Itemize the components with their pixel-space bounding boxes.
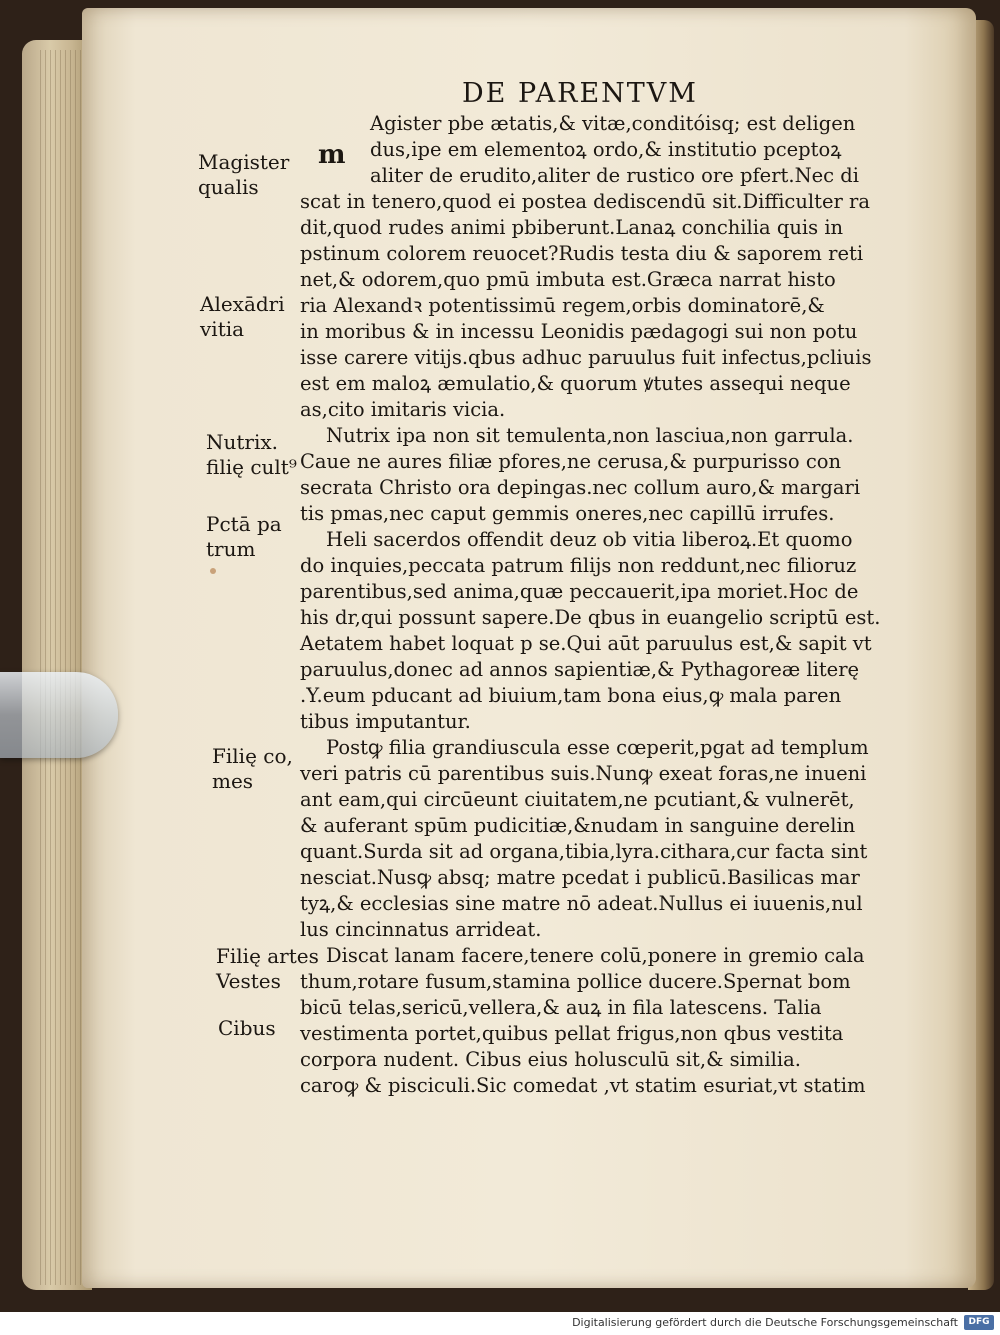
- text-line: Agister pbe ætatis,& vitæ,conditóisq; est deligen: [370, 112, 856, 135]
- text-line: vestimenta portet,quibus pellat frigus,non qbus vestita: [300, 1022, 844, 1045]
- margin-note-line: Alexādri: [200, 292, 285, 316]
- margin-note-line: Filię co,: [212, 744, 293, 768]
- text-line: ria Alexandꝛ potentissimū regem,orbis dominatorē,&: [300, 294, 825, 317]
- text-line: dus,ipe em elementoꝝ ordo,& institutio pceptoꝝ: [370, 138, 842, 161]
- funding-credit: Digitalisierung gefördert durch die Deutsche Forschungsgemeinschaft: [572, 1316, 958, 1329]
- text-line: corpora nudent. Cibus eius holusculū sit,& similia.: [300, 1048, 801, 1071]
- footer-bar: [0, 1312, 1000, 1335]
- initial-letter: m: [318, 140, 346, 170]
- text-line: thum,rotare fusum,stamina pollice ducere.Spernat bom: [300, 970, 851, 993]
- margin-note: [200, 292, 285, 342]
- margin-note: [198, 150, 289, 200]
- text-line: parentibus,sed anima,quæ peccauerit,ipa moriet.Hoc de: [300, 580, 859, 603]
- text-line: his dr,qui possunt sapere.De qbus in euangelio scriptū est.: [300, 606, 881, 629]
- text-line: Heli sacerdos offendit deuz ob vitia liberoꝝ.Et quomo: [326, 528, 853, 551]
- text-line: lus cincinnatus arrideat.: [300, 918, 542, 941]
- text-line: caroꝙ & pisciculi.Sic comedat ,vt statim esuriat,vt statim: [300, 1074, 866, 1097]
- text-line: ant eam,qui circūeunt ciuitatem,ne pcutiant,& vulnerēt,: [300, 788, 855, 811]
- text-line: scat in tenero,quod ei postea dediscendū sit.Difficulter ra: [300, 190, 870, 213]
- text-line: do inquies,peccata patrum filijs non reddunt,nec filioruz: [300, 554, 857, 577]
- text-line: paruulus,donec ad annos sapientiæ,& Pythagoreæ literę: [300, 658, 860, 681]
- text-line: as,cito imitaris vicia.: [300, 398, 506, 421]
- text-line: bicū telas,sericū,vellera,& auꝝ in fila latescens. Talia: [300, 996, 822, 1019]
- margin-note-line: qualis: [198, 175, 259, 199]
- margin-note: [212, 744, 293, 794]
- dfg-logo: DFG: [964, 1315, 994, 1330]
- margin-note: [206, 430, 297, 480]
- margin-note-line: Nutrix.: [206, 430, 279, 454]
- text-line: dit,quod rudes animi pbiberunt.Lanaꝝ conchilia quis in: [300, 216, 844, 239]
- margin-note: [206, 512, 282, 562]
- text-line: tibus imputantur.: [300, 710, 471, 733]
- text-line: Discat lanam facere,tenere colū,ponere in gremio cala: [326, 944, 865, 967]
- text-line: Aetatem habet loquat p se.Qui aūt paruulus est,& sapit vt: [300, 632, 872, 655]
- text-line: quant.Surda sit ad organa,tibia,lyra.cithara,cur facta sint: [300, 840, 868, 863]
- margin-note: [218, 1016, 276, 1041]
- margin-note-line: Magister: [198, 150, 290, 174]
- text-line: est em maloꝝ æmulatio,& quorum ꝟtutes assequi neque: [300, 372, 851, 395]
- page-clip: [0, 672, 118, 758]
- margin-note-line: Vestes: [216, 969, 281, 993]
- text-line: net,& odorem,quo pmū imbuta est.Græca narrat histo: [300, 268, 836, 291]
- text-line: veri patris cū parentibus suis.Nunꝙ exeat foras,ne inueni: [300, 762, 867, 785]
- margin-note-line: Filię artes: [216, 944, 319, 968]
- text-line: tis pmas,nec caput gemmis oneres,nec capillū irrufes.: [300, 502, 835, 525]
- margin-note-line: Cibus: [218, 1016, 276, 1040]
- margin-note-line: trum: [206, 537, 256, 561]
- text-line: tyꝝ,& ecclesias sine matre nō adeat.Nullus ei iuuenis,nul: [300, 892, 863, 915]
- text-line: nesciat.Nusꝙ absq; matre pcedat i publicū.Basilicas mar: [300, 866, 860, 889]
- text-line: Postꝙ filia grandiuscula esse cœperit,pgat ad templum: [326, 736, 869, 759]
- margin-note-line: vitia: [200, 317, 245, 341]
- margin-note-line: Pctā pa: [206, 512, 282, 536]
- text-line: isse carere vitijs.qbus adhuc paruulus fuit infectus,pcliuis: [300, 346, 872, 369]
- text-line: in moribus & in incessu Leonidis pædagogi sui non potu: [300, 320, 858, 343]
- margin-note-line: filię cult⁹: [206, 455, 297, 479]
- margin-note-line: mes: [212, 769, 254, 793]
- text-line: Nutrix ipa non sit temulenta,non lasciua,non garrula.: [326, 424, 854, 447]
- text-line: Caue ne aures filiæ pfores,ne cerusa,& purpurisso con: [300, 450, 842, 473]
- text-line: pstinum colorem reuocet?Rudis testa diu & saporem reti: [300, 242, 864, 265]
- running-title: DE PARENTVM: [462, 78, 698, 109]
- margin-note: [216, 944, 319, 994]
- ink-stain: [210, 568, 216, 574]
- text-line: & auferant spūm pudicitiæ,&nudam in sanguine derelin: [300, 814, 856, 837]
- text-line: secrata Christo ora depingas.nec collum auro,& margari: [300, 476, 861, 499]
- text-line: aliter de erudito,aliter de rustico ore pfert.Nec di: [370, 164, 860, 187]
- text-line: .Y.eum pducant ad biuium,tam bona eius,ꝙ mala paren: [300, 684, 842, 707]
